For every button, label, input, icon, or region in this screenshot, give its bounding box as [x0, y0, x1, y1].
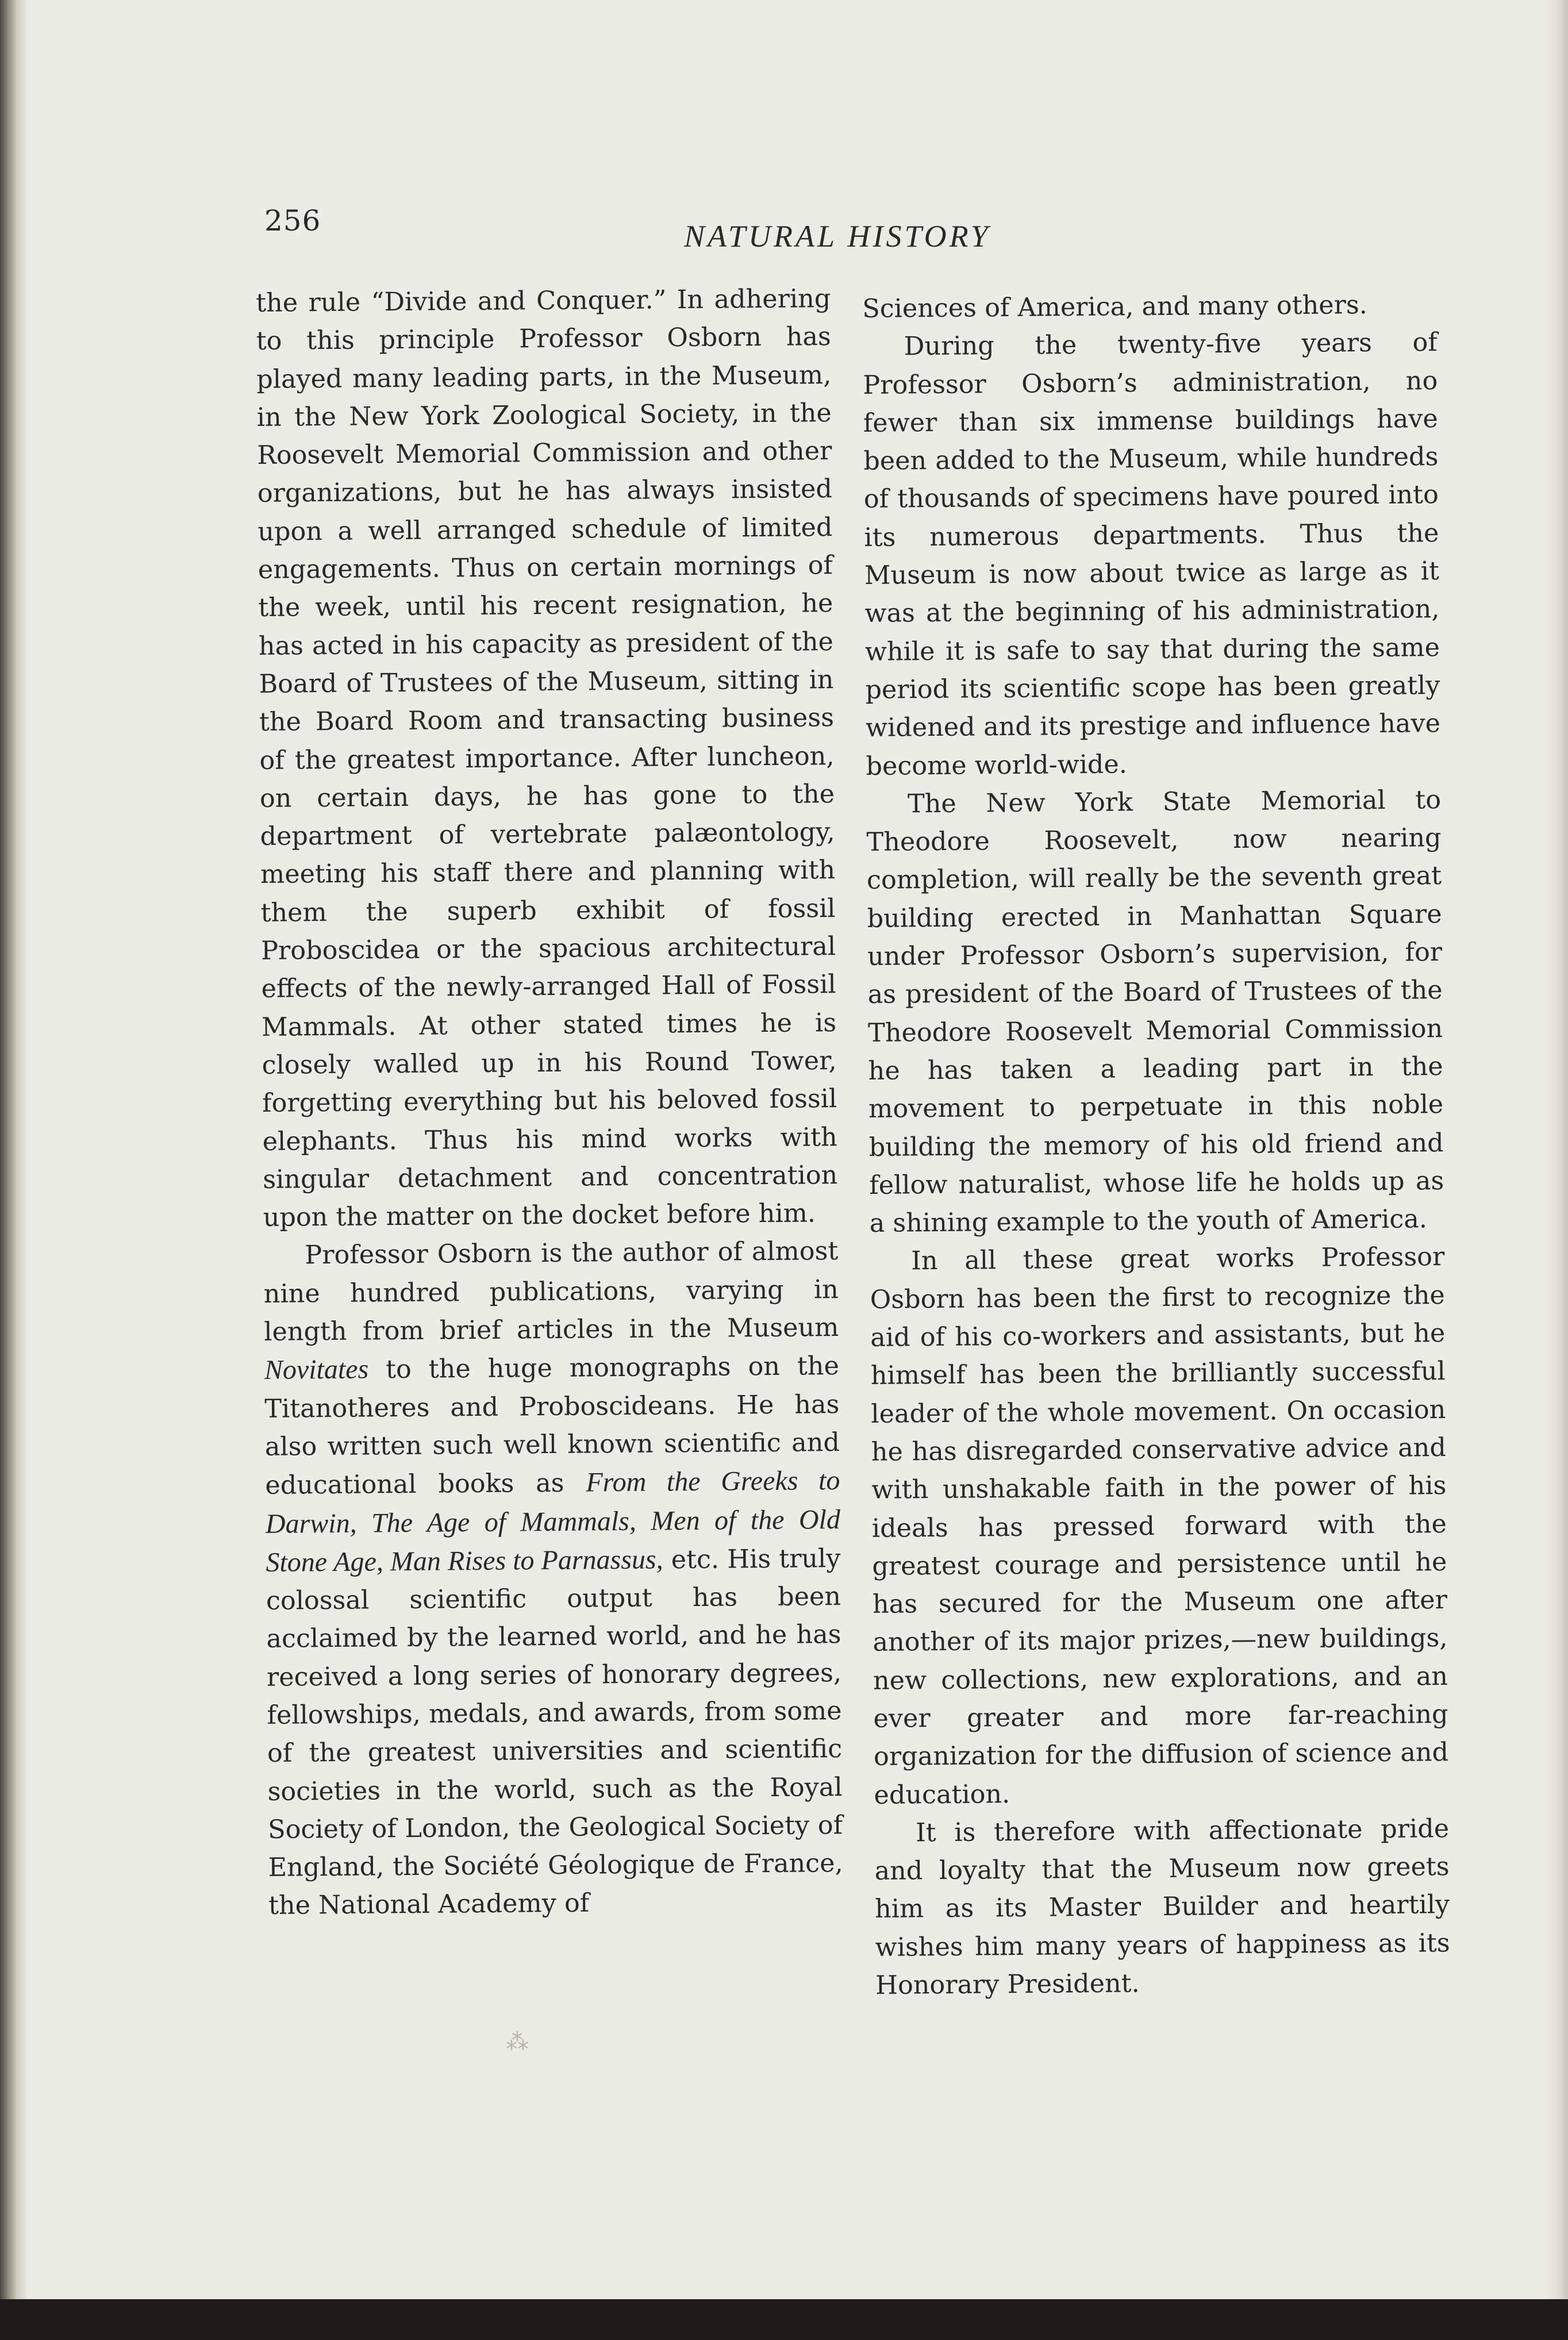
- text-run: Professor Osborn is the author of almost nine hundred publications, varying in length from brief articles in the Museum: [263, 1236, 839, 1347]
- paragraph: During the twenty-five years of Professor Osborn’s administration, no fewer than six immense buildings have been added to the Museum, while hundreds of thousands of specimens have poured into its numerous departments. Thus the Museum is now about twice as large as it was at the beginning of his administration, while it is safe to say that during the same period its scientific scope has been greatly widened and its prestige and influence have become world-wide.: [863, 328, 1441, 781]
- paragraph: The New York State Memorial to Theodore Roosevelt, now nearing completion, will really be the seventh great building erected in Manhattan Square under Professor Osborn’s supervision, for as president of the Board of Trustees of the Theodore Roosevelt Memorial Commission he has taken a leading part in the movement to perpetuate in this noble building the memory of his old friend and fellow naturalist, whose life he holds up as a shining example to the youth of America.: [866, 785, 1444, 1239]
- right-column: [862, 286, 1450, 2005]
- italic-title: From the Greeks to Darwin, The Age of Mammals, Men of the Old Stone Age, Man Rises to Parnassus,: [265, 1465, 841, 1578]
- page-number: 256: [264, 204, 321, 237]
- scan-background: [0, 2299, 1568, 2340]
- text-run: to the huge monographs on the Titanotheres and Proboscideans. He has also written such well known scientific and educational books as: [264, 1351, 840, 1501]
- page-edge: [1545, 0, 1568, 2299]
- italic-title: Novitates: [264, 1354, 369, 1386]
- paragraph: the rule “Divide and Conquer.” In adhering to this principle Professor Osborn has played many leading parts, in the Museum, in the New York Zoological Society, in the Roosevelt Memorial Commission and other organizations, but he has always insisted upon a well arranged schedule of limited engagements. Thus on certain mornings of the week, until his recent resignation, he has acted in his capacity as president of the Board of Trustees of the Museum, sitting in the Board Room and transacting business of the greatest importance. After luncheon, on certain days, he has gone to the department of vertebrate palæontology, meeting his staff there and planning with them the superb exhibit of fossil Proboscidea or the spacious architectural effects of the newly-arranged Hall of Fossil Mammals. At other stated times he is closely walled up in his Round Tower, forgetting everything but his beloved fossil elephants. Thus his mind works with singular detachment and concentration upon the matter on the docket before him.: [256, 284, 838, 1233]
- paragraph: Sciences of America, and many others.: [862, 290, 1368, 324]
- running-head: NATURAL HISTORY: [684, 219, 991, 253]
- left-column: [256, 280, 843, 1926]
- paragraph: It is therefore with affectionate pride and loyalty that the Museum now greets him as its Master Builder and heartily wishes him many years of happiness as its Honorary President.: [874, 1813, 1450, 2000]
- binding-edge: [0, 0, 29, 2299]
- text-run: etc. His truly colossal scientific output has been acclaimed by the learned world, and he has received a long series of honorary degrees, fellowships, medals, and awards, from some of the greatest universities and scientific societies in the world, such as the Royal Society of London, the Geological Society of England, the Société Géologique de France, the National Academy of: [266, 1543, 843, 1921]
- paragraph: In all these great works Professor Osborn has been the first to recognize the aid of his co-workers and assistants, but he himself has been the brilliantly successful leader of the whole movement. On occasion he has disregarded conservative advice and with unshakable faith in the power of his ideals has pressed forward with the greatest courage and persistence until he has secured for the Museum one after another of its major prizes,—new buildings, new collections, new explorations, and an ever greater and more far-reaching organization for the diffusion of science and education.: [870, 1242, 1449, 1810]
- ink-smudge: ⁂: [506, 2029, 529, 2055]
- paragraph: [263, 1233, 843, 1926]
